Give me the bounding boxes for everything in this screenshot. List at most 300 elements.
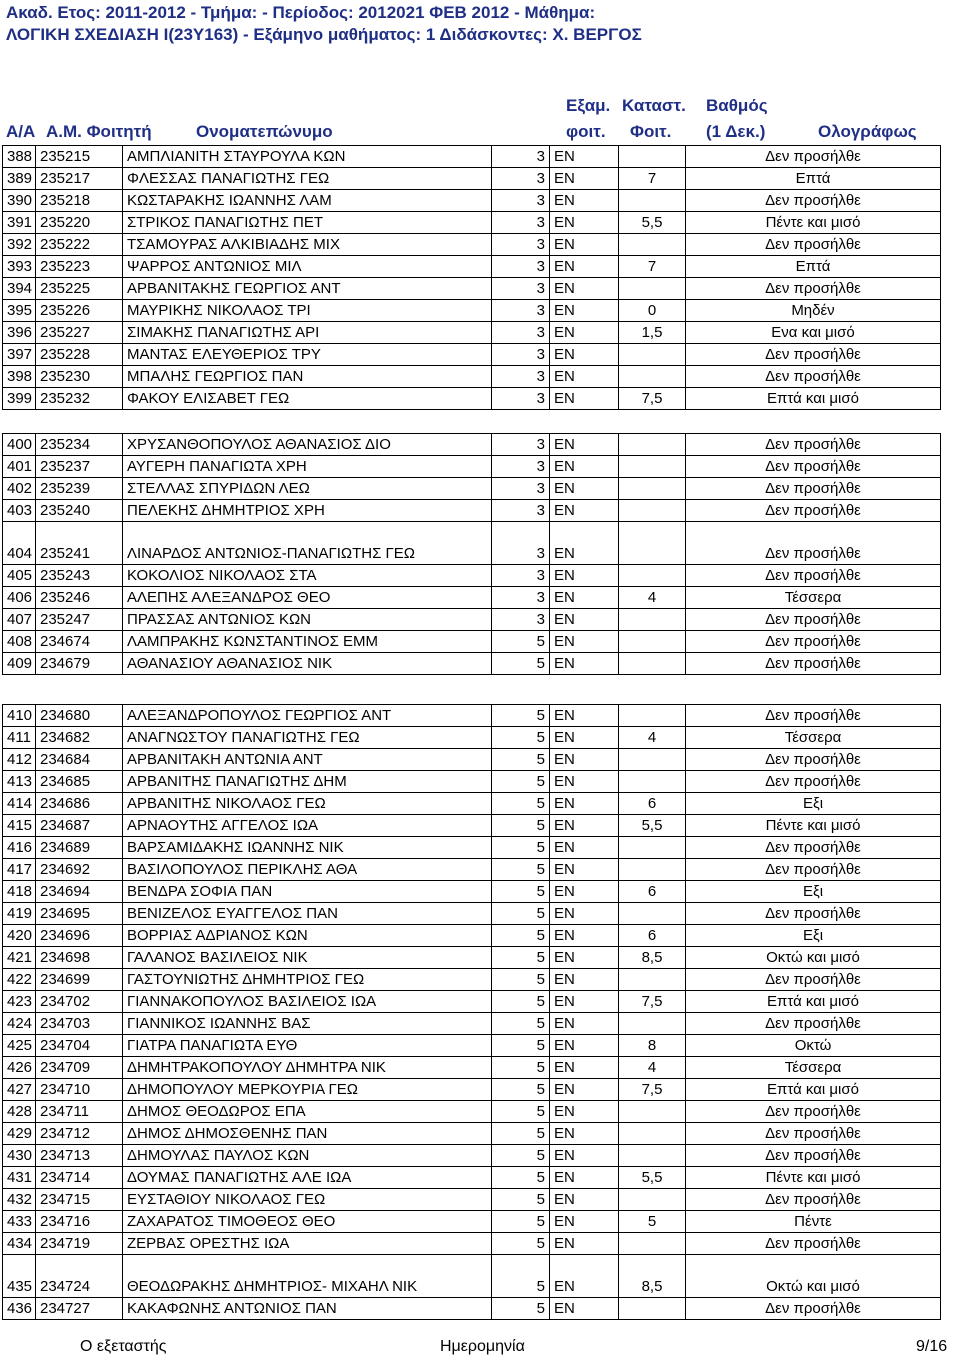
table-row (3, 366, 941, 388)
status: ΕΝ (550, 322, 619, 344)
row-number: 407 (3, 609, 36, 631)
row-number: 401 (3, 456, 36, 478)
student-name: ΔΗΜΟΥΛΑΣ ΠΑΥΛΟΣ ΚΩΝ (123, 1145, 492, 1167)
student-name: ΑΡΒΑΝΙΤΑΚΗΣ ΓΕΩΡΓΙΟΣ ΑΝΤ (123, 278, 492, 300)
status: ΕΝ (550, 815, 619, 837)
semester: 3 (492, 146, 550, 168)
status: ΕΝ (550, 1101, 619, 1123)
grade: 4 (619, 587, 686, 609)
semester: 3 (492, 212, 550, 234)
grade (619, 771, 686, 793)
grade-in-words: Δεν προσήλθε (686, 478, 941, 500)
student-id: 234692 (36, 859, 123, 881)
grade-in-words: Μηδέν (686, 300, 941, 322)
status: ΕΝ (550, 991, 619, 1013)
examiner-label: Ο εξεταστής (80, 1338, 167, 1355)
semester: 5 (492, 947, 550, 969)
semester: 5 (492, 631, 550, 653)
row-number: 414 (3, 793, 36, 815)
table-row (3, 522, 941, 565)
col-status-line1: Καταστ. (622, 96, 686, 115)
student-id: 234724 (36, 1255, 123, 1298)
student-id: 234709 (36, 1057, 123, 1079)
student-id: 234679 (36, 653, 123, 675)
grade (619, 434, 686, 456)
semester: 5 (492, 749, 550, 771)
semester: 5 (492, 881, 550, 903)
student-id: 235222 (36, 234, 123, 256)
grades-table-group-3 (2, 704, 941, 1320)
semester: 3 (492, 478, 550, 500)
grade-in-words: Δεν προσήλθε (686, 366, 941, 388)
student-name: ΓΙΑΝΝΑΚΟΠΟΥΛΟΣ ΒΑΣΙΛΕΙΟΣ ΙΩΑ (123, 991, 492, 1013)
semester: 5 (492, 1233, 550, 1255)
grade: 7,5 (619, 1079, 686, 1101)
row-number: 431 (3, 1167, 36, 1189)
grade-in-words: Δεν προσήλθε (686, 1101, 941, 1123)
status: ΕΝ (550, 837, 619, 859)
semester: 5 (492, 793, 550, 815)
status: ΕΝ (550, 234, 619, 256)
status: ΕΝ (550, 587, 619, 609)
grade-in-words: Επτά (686, 168, 941, 190)
row-number: 412 (3, 749, 36, 771)
student-id: 234689 (36, 837, 123, 859)
title-line-1: Ακαδ. Ετος: 2011-2012 - Τμήμα: - Περίοδος: 2012021 ΦΕΒ 2012 - Μάθημα: (6, 3, 596, 22)
student-name: ΠΡΑΣΣΑΣ ΑΝΤΩΝΙΟΣ ΚΩΝ (123, 609, 492, 631)
status: ΕΝ (550, 456, 619, 478)
table-row (3, 771, 941, 793)
status: ΕΝ (550, 522, 619, 565)
grade (619, 1298, 686, 1320)
table-row (3, 256, 941, 278)
status: ΕΝ (550, 434, 619, 456)
grade: 5,5 (619, 1167, 686, 1189)
col-am: Α.Μ. Φοιτητή (46, 122, 152, 141)
semester: 5 (492, 1211, 550, 1233)
grade-in-words: Δεν προσήλθε (686, 1233, 941, 1255)
student-id: 235246 (36, 587, 123, 609)
row-number: 426 (3, 1057, 36, 1079)
student-id: 234703 (36, 1013, 123, 1035)
grade-in-words: Πέντε και μισό (686, 1167, 941, 1189)
table-row (3, 565, 941, 587)
semester: 3 (492, 565, 550, 587)
student-name: ΚΟΚΟΛΙΟΣ ΝΙΚΟΛΑΟΣ ΣΤΑ (123, 565, 492, 587)
status: ΕΝ (550, 300, 619, 322)
row-number: 417 (3, 859, 36, 881)
student-name: ΒΟΡΡΙΑΣ ΑΔΡΙΑΝΟΣ ΚΩΝ (123, 925, 492, 947)
semester: 5 (492, 1035, 550, 1057)
grade-in-words: Δεν προσήλθε (686, 522, 941, 565)
col-semester-line1: Εξαμ. (566, 96, 611, 115)
table-row (3, 190, 941, 212)
grade-in-words: Επτά και μισό (686, 991, 941, 1013)
semester: 5 (492, 1101, 550, 1123)
table-row (3, 1233, 941, 1255)
student-name: ΚΩΣΤΑΡΑΚΗΣ ΙΩΑΝΝΗΣ ΛΑΜ (123, 190, 492, 212)
grade-in-words: Τέσσερα (686, 1057, 941, 1079)
status: ΕΝ (550, 705, 619, 727)
student-id: 235227 (36, 322, 123, 344)
grade: 5,5 (619, 212, 686, 234)
grade (619, 565, 686, 587)
student-name: ΒΕΝΔΡΑ ΣΟΦΙΑ ΠΑΝ (123, 881, 492, 903)
semester: 5 (492, 1079, 550, 1101)
row-number: 389 (3, 168, 36, 190)
student-id: 234710 (36, 1079, 123, 1101)
table-row (3, 278, 941, 300)
row-number: 424 (3, 1013, 36, 1035)
student-id: 235243 (36, 565, 123, 587)
row-number: 413 (3, 771, 36, 793)
student-name: ΑΛΕΞΑΝΔΡΟΠΟΥΛΟΣ ΓΕΩΡΓΙΟΣ ΑΝΤ (123, 705, 492, 727)
col-aa: Α/Α (6, 122, 36, 141)
grade (619, 631, 686, 653)
grade (619, 522, 686, 565)
row-number: 436 (3, 1298, 36, 1320)
grade (619, 1189, 686, 1211)
student-id: 235241 (36, 522, 123, 565)
grade: 4 (619, 727, 686, 749)
grade-in-words: Τέσσερα (686, 587, 941, 609)
grade-in-words: Δεν προσήλθε (686, 1145, 941, 1167)
semester: 3 (492, 434, 550, 456)
student-id: 235215 (36, 146, 123, 168)
grade-in-words: Δεν προσήλθε (686, 837, 941, 859)
row-number: 435 (3, 1255, 36, 1298)
row-number: 425 (3, 1035, 36, 1057)
table-row (3, 793, 941, 815)
student-id: 235232 (36, 388, 123, 410)
grade-in-words: Δεν προσήλθε (686, 749, 941, 771)
student-name: ΤΣΑΜΟΥΡΑΣ ΑΛΚΙΒΙΑΔΗΣ ΜΙΧ (123, 234, 492, 256)
col-grade-words: Ολογράφως (818, 122, 917, 141)
table-row (3, 478, 941, 500)
status: ΕΝ (550, 903, 619, 925)
grade: 6 (619, 793, 686, 815)
status: ΕΝ (550, 168, 619, 190)
status: ΕΝ (550, 1035, 619, 1057)
table-row (3, 1123, 941, 1145)
row-number: 400 (3, 434, 36, 456)
grades-table-group-2 (2, 433, 941, 675)
student-name: ΦΑΚΟΥ ΕΛΙΣΑΒΕΤ ΓΕΩ (123, 388, 492, 410)
semester: 5 (492, 1255, 550, 1298)
grade (619, 609, 686, 631)
grade-in-words: Πέντε και μισό (686, 815, 941, 837)
status: ΕΝ (550, 881, 619, 903)
student-id: 234698 (36, 947, 123, 969)
row-number: 433 (3, 1211, 36, 1233)
status: ΕΝ (550, 1189, 619, 1211)
grade (619, 1013, 686, 1035)
semester: 5 (492, 859, 550, 881)
semester: 5 (492, 705, 550, 727)
table-row (3, 1035, 941, 1057)
table-row (3, 1167, 941, 1189)
status: ΕΝ (550, 388, 619, 410)
table-row (3, 322, 941, 344)
grade-in-words: Δεν προσήλθε (686, 771, 941, 793)
col-semester-line2: φοιτ. (566, 122, 606, 141)
student-id: 234704 (36, 1035, 123, 1057)
status: ΕΝ (550, 925, 619, 947)
student-id: 235228 (36, 344, 123, 366)
row-number: 432 (3, 1189, 36, 1211)
student-name: ΑΡΒΑΝΙΤΗΣ ΠΑΝΑΓΙΩΤΗΣ ΔΗΜ (123, 771, 492, 793)
semester: 3 (492, 234, 550, 256)
student-name: ΔΟΥΜΑΣ ΠΑΝΑΓΙΩΤΗΣ ΑΛΕ ΙΩΑ (123, 1167, 492, 1189)
table-row (3, 705, 941, 727)
grade-in-words: Εξι (686, 881, 941, 903)
table-row (3, 903, 941, 925)
semester: 5 (492, 969, 550, 991)
student-id: 234685 (36, 771, 123, 793)
status: ΕΝ (550, 793, 619, 815)
table-row (3, 434, 941, 456)
table-row (3, 653, 941, 675)
row-number: 398 (3, 366, 36, 388)
table-row (3, 1079, 941, 1101)
grade (619, 837, 686, 859)
semester: 5 (492, 1298, 550, 1320)
grade-in-words: Δεν προσήλθε (686, 1123, 941, 1145)
student-name: ΓΑΣΤΟΥΝΙΩΤΗΣ ΔΗΜΗΤΡΙΟΣ ΓΕΩ (123, 969, 492, 991)
semester: 3 (492, 366, 550, 388)
status: ΕΝ (550, 278, 619, 300)
col-grade-line2: (1 Δεκ.) (706, 122, 766, 141)
row-number: 415 (3, 815, 36, 837)
semester: 5 (492, 925, 550, 947)
semester: 5 (492, 837, 550, 859)
status: ΕΝ (550, 1255, 619, 1298)
row-number: 396 (3, 322, 36, 344)
student-name: ΠΕΛΕΚΗΣ ΔΗΜΗΤΡΙΟΣ ΧΡΗ (123, 500, 492, 522)
grade-in-words: Επτά (686, 256, 941, 278)
grade-in-words: Τέσσερα (686, 727, 941, 749)
student-name: ΖΑΧΑΡΑΤΟΣ ΤΙΜΟΘΕΟΣ ΘΕΟ (123, 1211, 492, 1233)
student-name: ΜΑΥΡΙΚΗΣ ΝΙΚΟΛΑΟΣ ΤΡΙ (123, 300, 492, 322)
student-id: 234694 (36, 881, 123, 903)
grade: 6 (619, 881, 686, 903)
row-number: 404 (3, 522, 36, 565)
student-id: 235220 (36, 212, 123, 234)
grade-in-words: Δεν προσήλθε (686, 653, 941, 675)
student-name: ΚΑΚΑΦΩΝΗΣ ΑΝΤΩΝΙΟΣ ΠΑΝ (123, 1298, 492, 1320)
semester: 3 (492, 522, 550, 565)
student-name: ΖΕΡΒΑΣ ΟΡΕΣΤΗΣ ΙΩΑ (123, 1233, 492, 1255)
student-id: 234716 (36, 1211, 123, 1233)
student-name: ΒΑΡΣΑΜΙΔΑΚΗΣ ΙΩΑΝΝΗΣ ΝΙΚ (123, 837, 492, 859)
table-row (3, 881, 941, 903)
student-name: ΒΑΣΙΛΟΠΟΥΛΟΣ ΠΕΡΙΚΛΗΣ ΑΘΑ (123, 859, 492, 881)
semester: 5 (492, 1123, 550, 1145)
row-number: 411 (3, 727, 36, 749)
grade: 7 (619, 168, 686, 190)
table-row (3, 969, 941, 991)
grade-in-words: Δεν προσήλθε (686, 344, 941, 366)
table-row (3, 815, 941, 837)
status: ΕΝ (550, 500, 619, 522)
table-row (3, 587, 941, 609)
grade: 6 (619, 925, 686, 947)
student-id: 234674 (36, 631, 123, 653)
status: ΕΝ (550, 609, 619, 631)
table-row (3, 859, 941, 881)
grade-in-words: Δεν προσήλθε (686, 969, 941, 991)
status: ΕΝ (550, 366, 619, 388)
status: ΕΝ (550, 727, 619, 749)
student-id: 234713 (36, 1145, 123, 1167)
student-name: ΜΠΑΛΗΣ ΓΕΩΡΓΙΟΣ ΠΑΝ (123, 366, 492, 388)
table-row (3, 727, 941, 749)
grade (619, 278, 686, 300)
semester: 5 (492, 1057, 550, 1079)
student-name: ΑΥΓΕΡΗ ΠΑΝΑΓΙΩΤΑ ΧΡΗ (123, 456, 492, 478)
grade-in-words: Οκτώ (686, 1035, 941, 1057)
grade (619, 1123, 686, 1145)
grade-in-words: Δεν προσήλθε (686, 234, 941, 256)
student-name: ΔΗΜΗΤΡΑΚΟΠΟΥΛΟΥ ΔΗΜΗΤΡΑ ΝΙΚ (123, 1057, 492, 1079)
status: ΕΝ (550, 190, 619, 212)
row-number: 420 (3, 925, 36, 947)
table-row (3, 991, 941, 1013)
status: ΕΝ (550, 1079, 619, 1101)
grade-in-words: Δεν προσήλθε (686, 1298, 941, 1320)
grade-in-words: Δεν προσήλθε (686, 903, 941, 925)
row-number: 419 (3, 903, 36, 925)
row-number: 430 (3, 1145, 36, 1167)
student-name: ΛΙΝΑΡΔΟΣ ΑΝΤΩΝΙΟΣ-ΠΑΝΑΓΙΩΤΗΣ ΓΕΩ (123, 522, 492, 565)
row-number: 410 (3, 705, 36, 727)
row-number: 422 (3, 969, 36, 991)
row-number: 395 (3, 300, 36, 322)
row-number: 406 (3, 587, 36, 609)
table-row (3, 1298, 941, 1320)
status: ΕΝ (550, 1145, 619, 1167)
student-id: 234714 (36, 1167, 123, 1189)
student-name: ΓΙΑΝΝΙΚΟΣ ΙΩΑΝΝΗΣ ΒΑΣ (123, 1013, 492, 1035)
grade-in-words: Επτά και μισό (686, 388, 941, 410)
grade-in-words: Εξι (686, 925, 941, 947)
student-name: ΦΛΕΣΣΑΣ ΠΑΝΑΓΙΩΤΗΣ ΓΕΩ (123, 168, 492, 190)
grade (619, 1233, 686, 1255)
row-number: 408 (3, 631, 36, 653)
table-row (3, 1211, 941, 1233)
table-row (3, 609, 941, 631)
status: ΕΝ (550, 146, 619, 168)
grade-in-words: Δεν προσήλθε (686, 278, 941, 300)
student-id: 235239 (36, 478, 123, 500)
grade (619, 234, 686, 256)
table-row (3, 1101, 941, 1123)
table-row (3, 947, 941, 969)
status: ΕΝ (550, 1013, 619, 1035)
student-name: ΘΕΟΔΩΡΑΚΗΣ ΔΗΜΗΤΡΙΟΣ- ΜΙΧΑΗΛ ΝΙΚ (123, 1255, 492, 1298)
student-id: 234684 (36, 749, 123, 771)
grade: 0 (619, 300, 686, 322)
semester: 5 (492, 771, 550, 793)
student-name: ΑΝΑΓΝΩΣΤΟΥ ΠΑΝΑΓΙΩΤΗΣ ΓΕΩ (123, 727, 492, 749)
semester: 3 (492, 587, 550, 609)
grade (619, 749, 686, 771)
status: ΕΝ (550, 1057, 619, 1079)
table-row (3, 1013, 941, 1035)
row-number: 392 (3, 234, 36, 256)
student-id: 234699 (36, 969, 123, 991)
row-number: 418 (3, 881, 36, 903)
grade-in-words: Δεν προσήλθε (686, 565, 941, 587)
grade (619, 969, 686, 991)
status: ΕΝ (550, 212, 619, 234)
semester: 3 (492, 609, 550, 631)
grade-in-words: Δεν προσήλθε (686, 609, 941, 631)
table-row (3, 146, 941, 168)
status: ΕΝ (550, 1167, 619, 1189)
table-row (3, 168, 941, 190)
row-number: 399 (3, 388, 36, 410)
grade-in-words: Ενα και μισό (686, 322, 941, 344)
status: ΕΝ (550, 478, 619, 500)
student-id: 235223 (36, 256, 123, 278)
grade (619, 478, 686, 500)
grade-in-words: Δεν προσήλθε (686, 500, 941, 522)
col-name: Ονοματεπώνυμο (196, 122, 333, 141)
row-number: 403 (3, 500, 36, 522)
table-row (3, 631, 941, 653)
table-row (3, 1145, 941, 1167)
row-number: 405 (3, 565, 36, 587)
student-name: ΑΡΒΑΝΙΤΑΚΗ ΑΝΤΩΝΙΑ ΑΝΤ (123, 749, 492, 771)
row-number: 416 (3, 837, 36, 859)
student-id: 234696 (36, 925, 123, 947)
grade-in-words: Δεν προσήλθε (686, 631, 941, 653)
student-name: ΜΑΝΤΑΣ ΕΛΕΥΘΕΡΙΟΣ ΤΡΥ (123, 344, 492, 366)
grade (619, 366, 686, 388)
student-id: 234715 (36, 1189, 123, 1211)
status: ΕΝ (550, 1123, 619, 1145)
grade-in-words: Δεν προσήλθε (686, 1189, 941, 1211)
student-name: ΣΤΡΙΚΟΣ ΠΑΝΑΓΙΩΤΗΣ ΠΕΤ (123, 212, 492, 234)
semester: 3 (492, 500, 550, 522)
status: ΕΝ (550, 565, 619, 587)
table-row (3, 344, 941, 366)
table-row (3, 456, 941, 478)
student-id: 234727 (36, 1298, 123, 1320)
status: ΕΝ (550, 947, 619, 969)
semester: 5 (492, 991, 550, 1013)
grade: 8 (619, 1035, 686, 1057)
table-row (3, 234, 941, 256)
student-name: ΑΡΝΑΟΥΤΗΣ ΑΓΓΕΛΟΣ ΙΩΑ (123, 815, 492, 837)
table-row (3, 1057, 941, 1079)
grade-in-words: Δεν προσήλθε (686, 1013, 941, 1035)
student-id: 235217 (36, 168, 123, 190)
semester: 5 (492, 903, 550, 925)
semester: 3 (492, 278, 550, 300)
student-id: 235225 (36, 278, 123, 300)
grade (619, 1145, 686, 1167)
grade-in-words: Δεν προσήλθε (686, 859, 941, 881)
student-name: ΑΜΠΛΙΑΝΙΤΗ ΣΤΑΥΡΟΥΛΑ ΚΩΝ (123, 146, 492, 168)
status: ΕΝ (550, 749, 619, 771)
grade (619, 903, 686, 925)
row-number: 397 (3, 344, 36, 366)
student-id: 235240 (36, 500, 123, 522)
student-name: ΕΥΣΤΑΘΙΟΥ ΝΙΚΟΛΑΟΣ ΓΕΩ (123, 1189, 492, 1211)
table-row (3, 500, 941, 522)
